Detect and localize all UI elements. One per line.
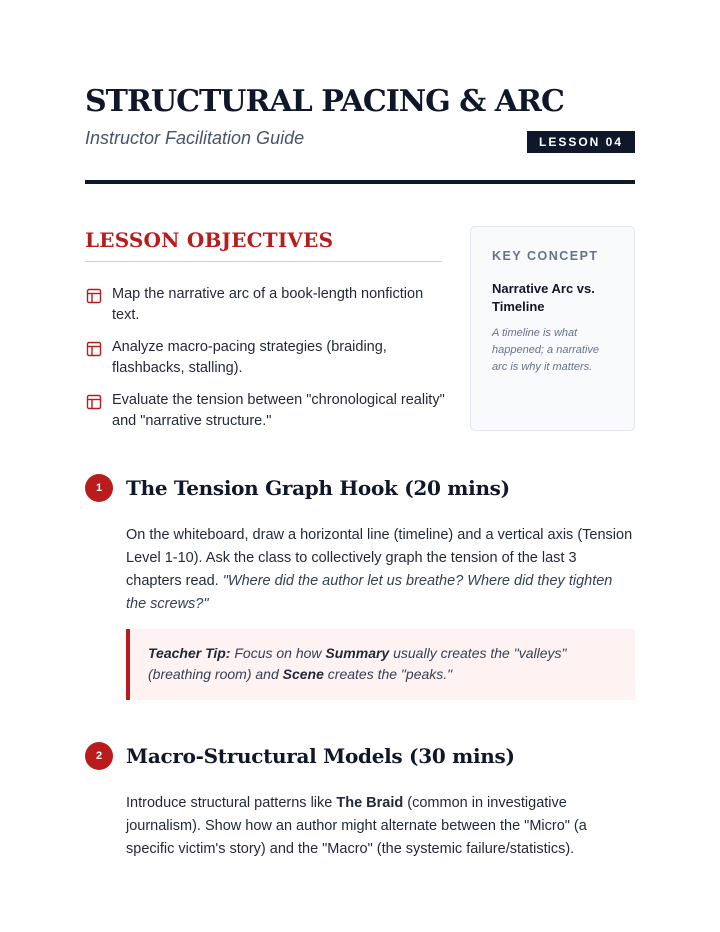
- objective-text: Map the narrative arc of a book-length nonfiction text.: [112, 286, 424, 323]
- tip-text: usually creates the "valleys" (breathing room) and: [148, 645, 567, 682]
- tip-text: creates the "peaks.": [323, 666, 453, 682]
- header-divider: [85, 180, 635, 184]
- tip-term-scene: Scene: [282, 666, 324, 682]
- teacher-tip-callout: [126, 629, 635, 700]
- section-body-quote: "Where did the author let us breathe? Where did they tighten the screws?": [126, 573, 613, 612]
- section-body-text: Introduce structural patterns like: [126, 795, 337, 811]
- objective-item: [85, 284, 445, 326]
- tip-term-summary: Summary: [325, 645, 390, 661]
- layout-template-icon: [86, 394, 102, 410]
- key-concept-body: A timeline is what happened; a narrative arc is why it matters.: [492, 327, 600, 373]
- section-body: [126, 524, 635, 616]
- lesson-badge: LESSON 04: [527, 131, 635, 153]
- key-concept-eyebrow: KEY CONCEPT: [492, 249, 599, 263]
- section-body-term: The Braid: [336, 795, 404, 811]
- key-concept-card: [470, 226, 635, 431]
- section-body: [126, 792, 635, 861]
- objectives-divider: [85, 261, 442, 262]
- objective-item: [85, 390, 445, 432]
- layout-template-icon: [86, 288, 102, 304]
- objectives-list: [85, 284, 445, 443]
- section-number-badge: 1: [85, 474, 113, 502]
- section-title: The Tension Graph Hook (20 mins): [126, 476, 510, 500]
- page-title: STRUCTURAL PACING & ARC: [85, 84, 564, 119]
- section-number-badge: 2: [85, 742, 113, 770]
- key-concept-title: Narrative Arc vs. Timeline: [492, 281, 595, 314]
- objective-item: [85, 337, 445, 379]
- section-title: Macro-Structural Models (30 mins): [126, 744, 515, 768]
- objective-text: Evaluate the tension between "chronological reality" and "narrative structure.": [112, 392, 445, 429]
- tip-text: Focus on how: [230, 645, 326, 661]
- objectives-heading: LESSON OBJECTIVES: [85, 228, 334, 252]
- page-subtitle: Instructor Facilitation Guide: [85, 128, 305, 148]
- tip-label: Teacher Tip:: [148, 645, 231, 661]
- section-body-text: On the whiteboard, draw a horizontal line (timeline) and a vertical axis (Tension Level 1-10). Ask the class to collectively graph the tension of the last 3 chapters read.: [126, 527, 633, 589]
- section-body-text: (common in investigative journalism). Show how an author might alternate between the "Micro" (a specific victim's story) and the "Macro" (the systemic failure/statistics).: [126, 795, 587, 857]
- objective-text: Analyze macro-pacing strategies (braiding, flashbacks, stalling).: [112, 339, 387, 376]
- layout-template-icon: [86, 341, 102, 357]
